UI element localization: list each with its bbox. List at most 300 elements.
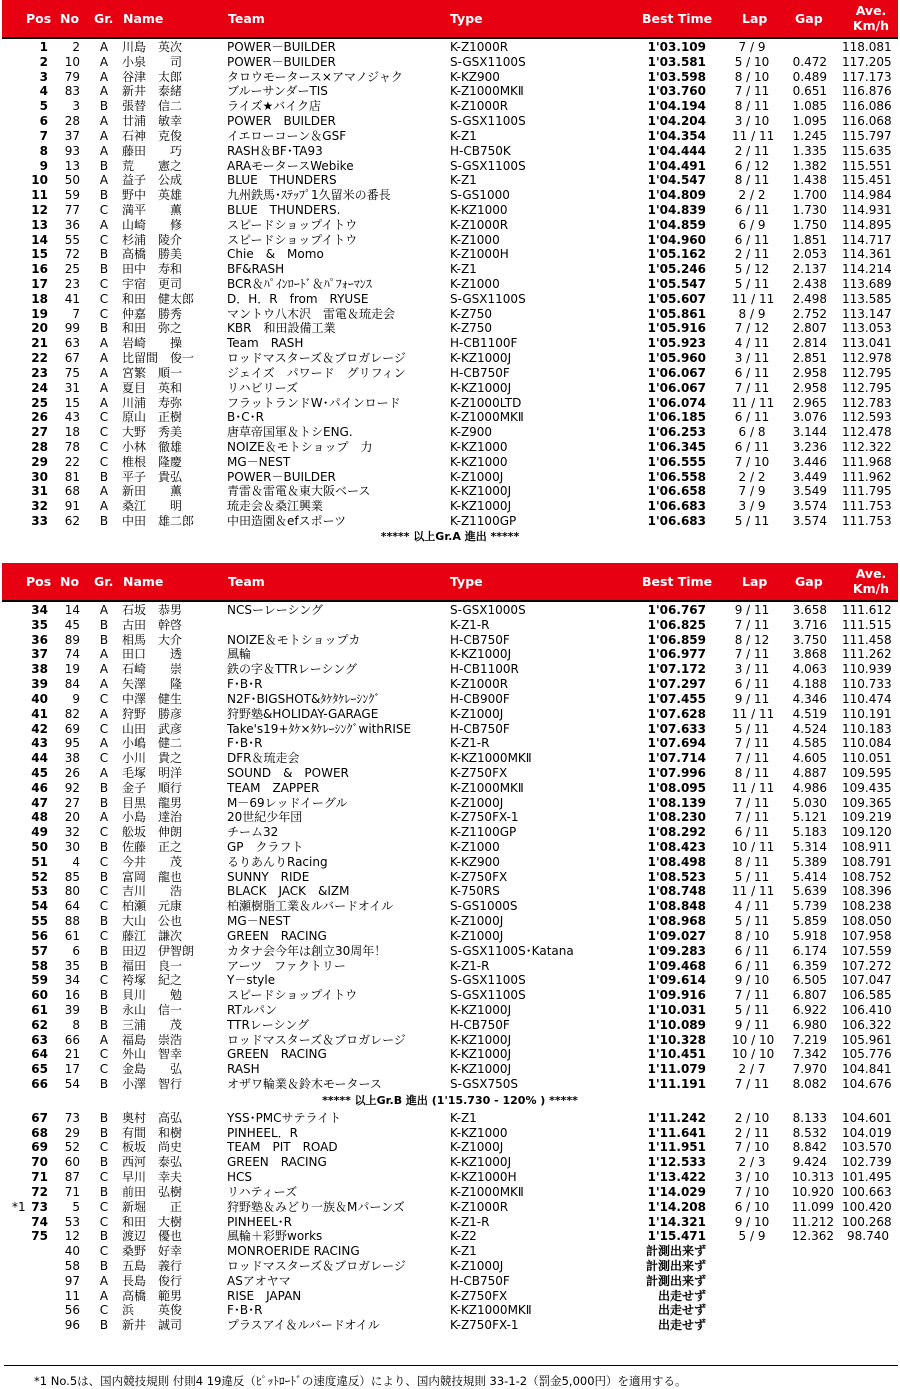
results-table-group-b — [2, 563, 898, 1333]
team-cell: 青雷＆雷電＆東大阪ベース — [227, 484, 371, 499]
team-cell: スピードショップイトウ — [227, 988, 358, 1003]
lap-cell: 9 / 11 — [734, 1017, 770, 1032]
team-cell: 柏瀬樹脂工業＆ルバードオイル — [227, 899, 394, 914]
lap-cell: 3 / 9 — [738, 499, 766, 514]
group-cell: B — [99, 943, 109, 958]
pos-cell: 5 — [39, 99, 48, 114]
rider-name-cell: 目黒 龍男 — [122, 795, 183, 810]
number-cell: 55 — [64, 232, 80, 247]
average-speed-cell: 100.268 — [842, 1214, 892, 1229]
rider-name-cell: 長島 俊行 — [122, 1273, 183, 1288]
team-cell: YSS･PMCサテライト — [227, 1110, 342, 1125]
best-time-cell: 1'08.292 — [647, 825, 706, 840]
team-cell: ARAモータースWebike — [227, 158, 354, 173]
lap-cell: 7 / 11 — [734, 988, 770, 1003]
average-speed-cell: 104.841 — [842, 1062, 892, 1077]
best-time-cell: 1'08.095 — [647, 780, 706, 795]
table-row — [2, 351, 898, 366]
pos-cell: 2 — [39, 54, 48, 69]
gap-cell: 2.958 — [792, 380, 827, 395]
rider-name-cell: 佐藤 正之 — [122, 840, 183, 854]
rider-name-cell: 三浦 茂 — [122, 1017, 183, 1032]
best-time-cell: 出走せず — [657, 1303, 706, 1318]
best-time-cell: 1'07.628 — [647, 706, 706, 721]
average-speed-cell: 111.515 — [842, 617, 892, 632]
group-cell: B — [99, 514, 109, 528]
group-cell: A — [99, 84, 109, 99]
team-cell: GREEN RACING — [227, 1155, 327, 1170]
machine-type-cell: K-Z1000MKⅡ — [450, 410, 524, 425]
team-cell: マントウ八木沢 雷電＆琉走会 — [227, 306, 396, 321]
number-cell: 54 — [64, 1077, 80, 1091]
machine-type-cell: S-GSX1100S — [450, 988, 526, 1003]
gap-cell: 3.449 — [792, 469, 827, 484]
group-cell: C — [99, 291, 109, 306]
group-b-cutoff-label: ***** 以上Gr.B 進出 (1'15.730 - 120% ) ***** — [322, 1093, 578, 1107]
machine-type-cell: H-CB750F — [450, 632, 510, 647]
lap-cell: 6 / 11 — [734, 410, 770, 425]
gap-cell: 6.807 — [792, 988, 827, 1003]
lap-cell: 2 / 10 — [734, 1110, 770, 1125]
pos-cell: 52 — [31, 869, 48, 884]
number-cell: 36 — [64, 217, 80, 232]
rider-name-cell: 野中 英雄 — [122, 188, 183, 203]
table-row — [2, 1200, 898, 1215]
team-cell: BF&RASH — [227, 262, 285, 277]
machine-type-cell: K-Z1 — [450, 1110, 477, 1125]
rider-name-cell: 椎根 隆慶 — [122, 454, 183, 469]
average-speed-cell: 109.365 — [842, 795, 892, 810]
best-time-cell: 1'06.345 — [647, 439, 706, 454]
team-cell: BLACK JACK &IZM — [227, 884, 350, 899]
group-b-rows — [2, 602, 898, 1092]
group-cell: C — [99, 928, 109, 943]
gap-cell: 8.532 — [792, 1125, 827, 1140]
machine-type-cell: K-Z1000J — [450, 1258, 504, 1273]
average-speed-cell: 106.322 — [842, 1017, 892, 1032]
group-cell: C — [99, 202, 109, 217]
number-cell: 89 — [64, 632, 80, 647]
number-cell: 28 — [64, 114, 80, 129]
rider-name-cell: 毛塚 明洋 — [122, 765, 183, 780]
average-speed-cell: 110.474 — [842, 691, 892, 706]
group-cell: C — [99, 1062, 109, 1077]
machine-type-cell: K-Z1 — [450, 128, 477, 143]
team-cell: F･B･R — [227, 736, 263, 751]
gap-cell: 4.188 — [792, 677, 827, 692]
machine-type-cell: K-Z1000LTD — [450, 395, 522, 410]
lap-cell: 5 / 11 — [734, 514, 770, 528]
average-speed-cell: 115.451 — [842, 173, 892, 188]
non-qualified-rows — [2, 1110, 898, 1333]
number-cell: 80 — [64, 884, 80, 899]
pos-cell: 72 — [31, 1184, 48, 1199]
machine-type-cell: K-KZ1000 — [450, 454, 508, 469]
machine-type-cell: K-KZ900 — [450, 69, 500, 84]
gap-cell: 6.505 — [792, 973, 827, 988]
lap-cell: 7 / 11 — [734, 84, 770, 99]
lap-cell: 11 / 11 — [732, 706, 775, 721]
pos-cell: 47 — [31, 795, 48, 810]
lap-cell: 11 / 11 — [732, 780, 775, 795]
rider-name-cell: 仲嘉 勝秀 — [122, 306, 183, 321]
group-cell: C — [99, 1047, 109, 1062]
header-lap: Lap — [742, 11, 768, 26]
group-cell: A — [99, 128, 109, 143]
best-time-cell: 1'07.694 — [647, 736, 706, 751]
best-time-cell: 1'06.977 — [647, 647, 706, 662]
rider-name-cell: 田口 透 — [122, 647, 183, 662]
table-row — [2, 1018, 898, 1033]
best-time-cell: 1'06.767 — [647, 603, 706, 617]
pos-cell: 42 — [31, 721, 48, 736]
group-cell: A — [99, 143, 109, 158]
lap-cell: 7 / 10 — [734, 1140, 770, 1155]
gap-cell: 4.585 — [792, 736, 827, 751]
group-cell: C — [99, 691, 109, 706]
table-row — [2, 514, 898, 529]
average-speed-cell: 116.086 — [842, 99, 892, 114]
best-time-cell: 1'05.960 — [647, 351, 706, 366]
table-row — [2, 440, 898, 455]
gap-cell: 4.605 — [792, 751, 827, 766]
table-row — [2, 1140, 898, 1155]
pos-cell: 66 — [31, 1077, 48, 1091]
pos-cell: 46 — [31, 780, 48, 795]
best-time-cell: 1'06.825 — [647, 617, 706, 632]
group-cell: A — [99, 647, 109, 662]
rider-name-cell: 岩崎 操 — [122, 336, 183, 351]
pos-cell: 1 — [39, 40, 48, 54]
table-row — [2, 1062, 898, 1077]
header-no: No — [60, 574, 80, 589]
machine-type-cell: S-GSX1100S — [450, 973, 526, 988]
average-speed-cell: 110.183 — [842, 721, 892, 736]
header-name: Name — [123, 11, 164, 26]
best-time-cell: 出走せず — [657, 1288, 706, 1303]
pos-cell: 63 — [31, 1032, 48, 1047]
rider-name-cell: 田中 寿和 — [122, 262, 183, 277]
group-cell: A — [99, 380, 109, 395]
team-cell: M－69レッドイーグル — [227, 795, 348, 810]
number-cell: 75 — [64, 365, 80, 380]
group-cell: C — [99, 306, 109, 321]
machine-type-cell: H-CB750K — [450, 143, 511, 158]
gap-cell: 5.121 — [792, 810, 827, 825]
average-speed-cell: 108.396 — [842, 884, 892, 899]
team-cell: F･B･R — [227, 677, 263, 692]
machine-type-cell: K-Z1000J — [450, 1140, 504, 1155]
group-cell: B — [99, 247, 109, 262]
machine-type-cell: K-KZ1000 — [450, 1125, 508, 1140]
table-row — [2, 1077, 898, 1092]
lap-cell: 4 / 11 — [734, 899, 770, 914]
lap-cell: 8 / 11 — [734, 99, 770, 114]
gap-cell: 8.842 — [792, 1140, 827, 1155]
average-speed-cell: 112.593 — [842, 410, 892, 425]
rider-name-cell: 舩坂 伸朗 — [122, 825, 183, 840]
machine-type-cell: K-Z2 — [450, 1229, 477, 1244]
lap-cell: 7 / 11 — [734, 751, 770, 766]
number-cell: 16 — [64, 988, 80, 1003]
team-cell: スピードショップイトウ — [227, 217, 358, 232]
average-speed-cell: 115.797 — [842, 128, 892, 143]
header-gr: Gr. — [94, 11, 114, 26]
best-time-cell: 計測出来ず — [645, 1273, 706, 1288]
machine-type-cell: S-GSX1000S — [450, 603, 526, 617]
lap-cell: 8 / 11 — [734, 765, 770, 780]
lap-cell: 8 / 10 — [734, 69, 770, 84]
group-cell: A — [99, 810, 109, 825]
best-time-cell: 1'06.067 — [647, 365, 706, 380]
number-cell: 64 — [64, 899, 80, 914]
pos-cell: 67 — [31, 1110, 48, 1125]
group-cell: C — [99, 232, 109, 247]
pos-cell: 9 — [39, 158, 48, 173]
group-cell: C — [99, 825, 109, 840]
table-row — [2, 692, 898, 707]
team-cell: リハティーズ — [227, 1184, 298, 1199]
team-cell: NCSーレーシング — [227, 603, 323, 617]
table-row — [2, 633, 898, 648]
machine-type-cell: S-GSX1100S — [450, 291, 526, 306]
group-cell: A — [99, 499, 109, 514]
number-cell: 52 — [64, 1140, 80, 1155]
machine-type-cell: S-GSX750S — [450, 1077, 519, 1091]
gap-cell: 2.965 — [792, 395, 827, 410]
pos-cell: 37 — [31, 647, 48, 662]
average-speed-cell: 115.635 — [842, 143, 892, 158]
best-time-cell: 1'04.194 — [647, 99, 706, 114]
best-time-cell: 1'04.354 — [647, 128, 706, 143]
machine-type-cell: H-CB750F — [450, 365, 510, 380]
team-cell: N2F･BIGSHOT&ﾀｹﾀｹﾚｰｼﾝｸﾞ — [227, 691, 381, 706]
rider-name-cell: 浜 英俊 — [122, 1303, 183, 1318]
number-cell: 77 — [64, 202, 80, 217]
group-cell: B — [99, 1184, 109, 1199]
average-speed-cell: 112.795 — [842, 365, 892, 380]
group-cell: C — [99, 973, 109, 988]
gap-cell: 3.750 — [792, 632, 827, 647]
pos-cell: 61 — [31, 1002, 48, 1017]
lap-cell: 6 / 12 — [734, 158, 770, 173]
team-cell: イエローコーン＆GSF — [227, 128, 347, 143]
number-cell: 92 — [64, 780, 80, 795]
rider-name-cell: 和田 健太郎 — [122, 291, 195, 306]
group-cell: B — [99, 632, 109, 647]
number-cell: 12 — [64, 1229, 80, 1244]
number-cell: 85 — [64, 869, 80, 884]
team-cell: BLUE THUNDERS. — [227, 202, 341, 217]
team-cell: 狩野塾&HOLIDAY-GARAGE — [227, 706, 379, 721]
table-row — [2, 707, 898, 722]
rider-name-cell: 吉川 浩 — [122, 884, 183, 899]
pos-cell: 16 — [31, 262, 48, 277]
pos-cell: 39 — [31, 677, 48, 692]
gap-cell: 7.219 — [792, 1032, 827, 1047]
table-row — [2, 1033, 898, 1048]
gap-cell: 4.519 — [792, 706, 827, 721]
pos-cell: 14 — [31, 232, 48, 247]
pos-cell: 75 — [31, 1229, 48, 1244]
pos-cell: 40 — [31, 691, 48, 706]
table-header — [2, 0, 898, 37]
machine-type-cell: H-CB1100F — [450, 336, 518, 351]
gap-cell: 2.807 — [792, 321, 827, 336]
best-time-cell: 1'05.923 — [647, 336, 706, 351]
group-cell: C — [99, 721, 109, 736]
average-speed-cell: 104.019 — [842, 1125, 892, 1140]
pos-cell: 60 — [31, 988, 48, 1003]
rider-name-cell: 石崎 崇 — [122, 662, 183, 677]
average-speed-cell: 110.939 — [842, 662, 892, 677]
rider-name-cell: 狩野 勝彦 — [122, 706, 183, 721]
group-cell: A — [99, 365, 109, 380]
rider-name-cell: 福田 良一 — [122, 958, 183, 973]
number-cell: 82 — [64, 706, 80, 721]
machine-type-cell: S-GSX1100S — [450, 114, 526, 129]
best-time-cell: 1'05.547 — [647, 277, 706, 291]
best-time-cell: 1'09.027 — [647, 928, 706, 943]
number-cell: 69 — [64, 721, 80, 736]
lap-cell: 6 / 11 — [734, 958, 770, 973]
team-cell: POWER－BUILDER — [227, 40, 336, 54]
average-speed-cell: 103.570 — [842, 1140, 892, 1155]
lap-cell: 7 / 11 — [734, 1077, 770, 1091]
gap-cell: 5.030 — [792, 795, 827, 810]
group-cell: A — [99, 395, 109, 410]
team-cell: SOUND & POWER — [227, 765, 349, 780]
machine-type-cell: K-Z1-R — [450, 617, 490, 632]
best-time-cell: 1'07.297 — [647, 677, 706, 692]
lap-cell: 2 / 3 — [738, 1155, 766, 1170]
rider-name-cell: 桑野 好幸 — [122, 1244, 183, 1259]
average-speed-cell: 111.753 — [842, 514, 892, 528]
best-time-cell: 1'09.916 — [647, 988, 706, 1003]
machine-type-cell: K-Z1000 — [450, 277, 500, 291]
group-cell: B — [99, 1125, 109, 1140]
machine-type-cell: H-CB1100R — [450, 662, 519, 677]
pos-cell: 19 — [31, 306, 48, 321]
best-time-cell: 1'06.683 — [647, 499, 706, 514]
best-time-cell: 1'10.451 — [647, 1047, 706, 1062]
lap-cell: 7 / 10 — [734, 454, 770, 469]
average-speed-cell: 102.739 — [842, 1155, 892, 1170]
average-speed-cell: 111.262 — [842, 647, 892, 662]
best-time-cell: 1'13.422 — [647, 1170, 706, 1185]
pos-cell: 70 — [31, 1155, 48, 1170]
header-ave: Ave. Km/h — [852, 566, 890, 596]
table-row — [2, 218, 898, 233]
best-time-cell: 計測出来ず — [645, 1244, 706, 1259]
machine-type-cell: K-Z1000R — [450, 217, 509, 232]
table-header — [2, 563, 898, 600]
table-row — [2, 736, 898, 751]
table-row — [2, 470, 898, 485]
team-cell: リハビリーズ — [227, 380, 299, 395]
pos-cell: 41 — [31, 706, 48, 721]
table-row — [2, 336, 898, 351]
lap-cell: 5 / 11 — [734, 1002, 770, 1017]
best-time-cell: 1'06.067 — [647, 380, 706, 395]
machine-type-cell: K-Z750FX — [450, 869, 508, 884]
rider-name-cell: 藤江 謙次 — [122, 928, 183, 943]
group-cell: A — [99, 40, 109, 54]
rider-name-cell: 大山 公也 — [122, 914, 183, 929]
team-cell: カタナ会今年は創立30周年！ — [227, 943, 387, 958]
pos-cell: 55 — [31, 914, 48, 929]
best-time-cell: 1'06.658 — [647, 484, 706, 499]
pos-cell: 68 — [31, 1125, 48, 1140]
lap-cell: 5 / 10 — [734, 54, 770, 69]
rider-name-cell: 前田 弘樹 — [122, 1184, 183, 1199]
gap-cell: 1.730 — [792, 202, 827, 217]
best-time-cell: 1'07.996 — [647, 765, 706, 780]
machine-type-cell: S-GS1000S — [450, 899, 518, 914]
group-cell: A — [99, 662, 109, 677]
table-row — [2, 884, 898, 899]
header-type: Type — [450, 11, 483, 26]
table-row — [2, 277, 898, 292]
gap-cell: 3.076 — [792, 410, 827, 425]
group-cell: C — [99, 751, 109, 766]
rider-name-cell: 中田 雄二郎 — [122, 514, 195, 528]
rider-name-cell: 平子 貴弘 — [122, 469, 183, 484]
average-speed-cell: 113.147 — [842, 306, 892, 321]
team-cell: スピードショップイトウ — [227, 232, 358, 247]
number-cell: 43 — [64, 410, 80, 425]
lap-cell: 2 / 11 — [734, 1125, 770, 1140]
number-cell: 67 — [64, 351, 80, 366]
table-row — [2, 144, 898, 159]
rider-name-cell: 谷津 太郎 — [122, 69, 183, 84]
team-cell: タロウモータース×アマノジャク — [227, 69, 403, 84]
machine-type-cell: K-KZ1000J — [450, 1002, 512, 1017]
team-cell: GP クラフト — [227, 840, 304, 854]
pos-cell: 38 — [31, 662, 48, 677]
best-time-cell: 1'15.471 — [647, 1229, 706, 1244]
rider-name-cell: 相馬 大介 — [122, 632, 183, 647]
team-cell: Take's19+ﾀｹ×ﾀｹﾚｰｼﾝｸﾞwithRISE — [227, 721, 412, 736]
rider-name-cell: 宇宿 更司 — [122, 277, 183, 291]
number-cell: 95 — [64, 736, 80, 751]
best-time-cell: 1'04.859 — [647, 217, 706, 232]
lap-cell: 5 / 11 — [734, 721, 770, 736]
number-cell: 18 — [64, 425, 80, 440]
rider-name-cell: 小川 貴之 — [122, 751, 183, 766]
rider-name-cell: 田辺 伊智朗 — [122, 943, 195, 958]
pos-cell: 3 — [39, 69, 48, 84]
rider-name-cell: 宮繁 順一 — [122, 365, 183, 380]
table-row — [2, 425, 898, 440]
average-speed-cell: 104.676 — [842, 1077, 892, 1091]
table-row — [2, 1229, 898, 1244]
average-speed-cell: 109.219 — [842, 810, 892, 825]
machine-type-cell: K-Z1 — [450, 1244, 477, 1259]
best-time-cell: 1'14.208 — [647, 1199, 706, 1214]
pos-cell: 4 — [39, 84, 48, 99]
rider-name-cell: 川島 英次 — [122, 40, 183, 54]
gap-cell: 3.658 — [792, 603, 827, 617]
number-cell: 14 — [64, 603, 80, 617]
machine-type-cell: K-Z1000J — [450, 469, 504, 484]
group-cell: B — [99, 262, 109, 277]
team-cell: B･C･R — [227, 410, 264, 425]
machine-type-cell: K-KZ1000J — [450, 1032, 512, 1047]
group-cell: C — [99, 1244, 109, 1259]
group-cell: A — [99, 173, 109, 188]
gap-cell: 10.920 — [792, 1184, 834, 1199]
